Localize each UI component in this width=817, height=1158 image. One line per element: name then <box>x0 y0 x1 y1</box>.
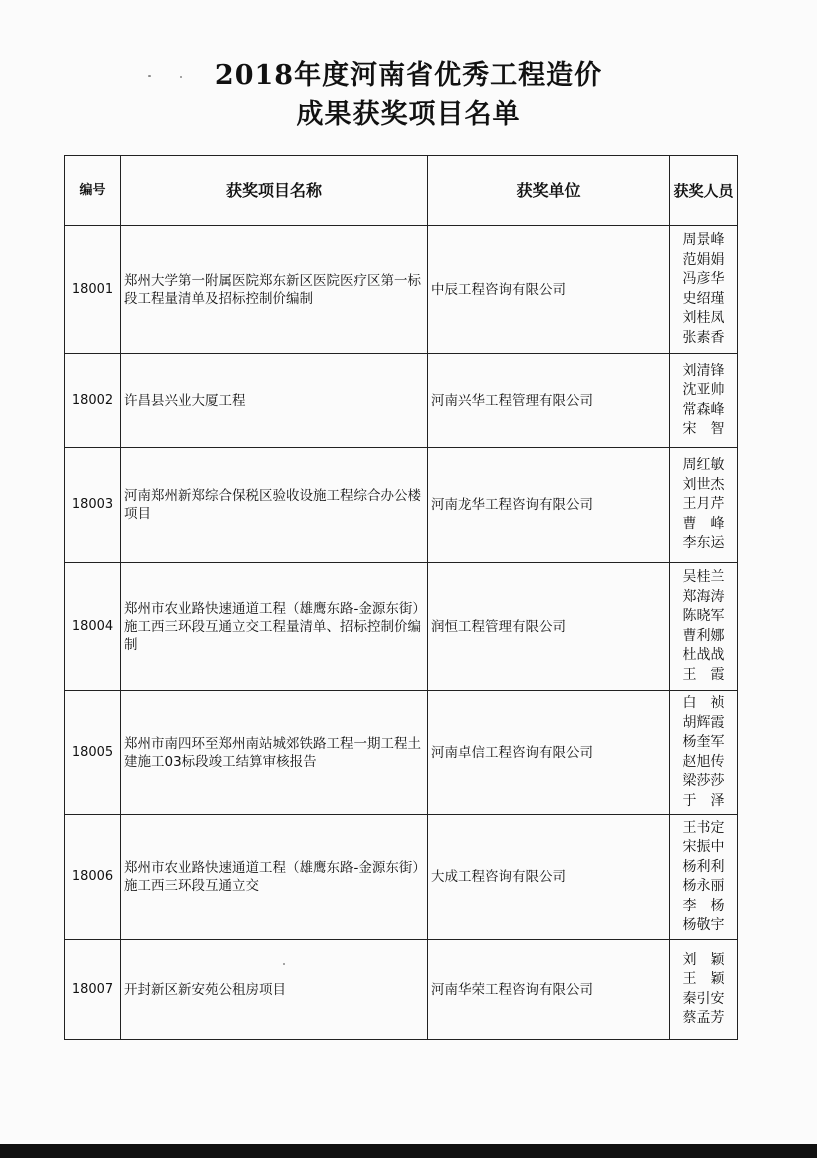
cell-code: 18002 <box>65 354 121 448</box>
person-name: 史绍瑾 <box>682 290 725 307</box>
cell-project-name: 郑州市农业路快速通道工程（雄鹰东路-金源东街）施工西三环段互通立交工程量清单、招标控制价编制 <box>121 563 428 691</box>
cell-award-people <box>670 354 738 448</box>
header-award-unit: 获奖单位 <box>428 156 670 226</box>
header-project-name: 获奖项目名称 <box>121 156 428 226</box>
scan-bottom-edge <box>0 1144 817 1158</box>
person-name: 胡辉霞 <box>682 714 725 731</box>
table-row <box>65 448 738 563</box>
cell-project-name: 郑州市农业路快速通道工程（雄鹰东路-金源东街）施工西三环段互通立交 <box>121 815 428 940</box>
table-header-row <box>65 156 738 226</box>
person-name: 常森峰 <box>682 401 725 418</box>
person-name: 刘世杰 <box>682 476 725 493</box>
person-name: 曹 峰 <box>682 515 725 532</box>
cell-award-people <box>670 563 738 691</box>
person-name: 范娟娟 <box>682 251 725 268</box>
cell-award-people <box>670 940 738 1040</box>
person-name: 梁莎莎 <box>682 773 725 789</box>
person-name: 曹利娜 <box>682 627 725 644</box>
cell-award-unit: 河南兴华工程管理有限公司 <box>428 354 670 448</box>
page-title-line2: 成果获奖项目名单 <box>296 99 521 130</box>
person-name: 沈亚帅 <box>682 382 725 398</box>
cell-project-name: 开封新区新安苑公租房项目 <box>121 940 428 1040</box>
cell-code: 18003 <box>65 448 121 563</box>
header-award-people: 获奖人员 <box>670 156 738 226</box>
cell-project-name: 郑州大学第一附属医院郑东新区医院医疗区第一标段工程量清单及招标控制价编制 <box>121 226 428 354</box>
table-row <box>65 226 738 354</box>
person-name: 刘清锋 <box>682 362 725 379</box>
cell-award-unit: 河南华荣工程咨询有限公司 <box>428 940 670 1040</box>
person-name: 秦引安 <box>682 990 725 1007</box>
table-row <box>65 563 738 691</box>
cell-award-unit: 河南龙华工程咨询有限公司 <box>428 448 670 563</box>
cell-code: 18004 <box>65 563 121 691</box>
person-name: 于 泽 <box>682 792 725 809</box>
scan-speck <box>148 75 151 77</box>
cell-code: 18006 <box>65 815 121 940</box>
cell-code: 18001 <box>65 226 121 354</box>
cell-project-name: 许昌县兴业大厦工程 <box>121 354 428 448</box>
person-name: 杨奎军 <box>682 734 725 750</box>
person-name: 李东运 <box>682 535 725 552</box>
person-name: 杨利利 <box>682 858 725 875</box>
person-name: 杜战战 <box>682 647 725 663</box>
person-name: 杨永丽 <box>682 878 725 894</box>
scan-speck <box>180 76 182 78</box>
page-title-line1: 2018年度河南省优秀工程造价 <box>214 60 603 91</box>
cell-project-name: 郑州市南四环至郑州南站城郊铁路工程一期工程土建施工03标段竣工结算审核报告 <box>121 691 428 815</box>
cell-code: 18005 <box>65 691 121 815</box>
person-name: 冯彦华 <box>682 271 725 287</box>
person-name: 吴桂兰 <box>682 569 725 585</box>
table-row <box>65 815 738 940</box>
cell-project-name: 河南郑州新郑综合保税区验收设施工程综合办公楼项目 <box>121 448 428 563</box>
table-row <box>65 691 738 815</box>
person-name: 赵旭传 <box>682 753 725 770</box>
person-name: 周景峰 <box>682 232 725 248</box>
cell-code: 18007 <box>65 940 121 1040</box>
cell-award-unit: 中辰工程咨询有限公司 <box>428 226 670 354</box>
cell-award-people <box>670 448 738 563</box>
person-name: 刘桂凤 <box>682 310 725 326</box>
person-name: 王书定 <box>682 819 725 836</box>
person-name: 李 杨 <box>682 897 725 914</box>
person-name: 陈晓军 <box>682 608 725 624</box>
person-name: 王 霞 <box>682 666 725 683</box>
person-name: 刘 颖 <box>682 951 725 968</box>
person-name: 王月芹 <box>682 496 725 513</box>
cell-award-unit: 河南卓信工程咨询有限公司 <box>428 691 670 815</box>
award-table <box>64 155 738 1040</box>
header-code: 编号 <box>65 156 121 226</box>
person-name: 宋振中 <box>682 839 725 855</box>
cell-award-people <box>670 691 738 815</box>
table-row <box>65 940 738 1040</box>
table-row <box>65 354 738 448</box>
table-body <box>65 226 738 1040</box>
person-name: 蔡孟芳 <box>682 1010 725 1026</box>
person-name: 杨敬宇 <box>682 917 725 933</box>
person-name: 白 祯 <box>682 695 725 711</box>
person-name: 张素香 <box>682 329 725 346</box>
person-name: 王 颖 <box>682 971 725 987</box>
cell-award-people <box>670 226 738 354</box>
cell-award-unit: 大成工程咨询有限公司 <box>428 815 670 940</box>
cell-award-unit: 润恒工程管理有限公司 <box>428 563 670 691</box>
person-name: 宋 智 <box>682 421 725 437</box>
cell-award-people <box>670 815 738 940</box>
person-name: 郑海涛 <box>682 588 725 605</box>
person-name: 周红敏 <box>682 457 725 474</box>
scan-speck <box>283 963 285 965</box>
